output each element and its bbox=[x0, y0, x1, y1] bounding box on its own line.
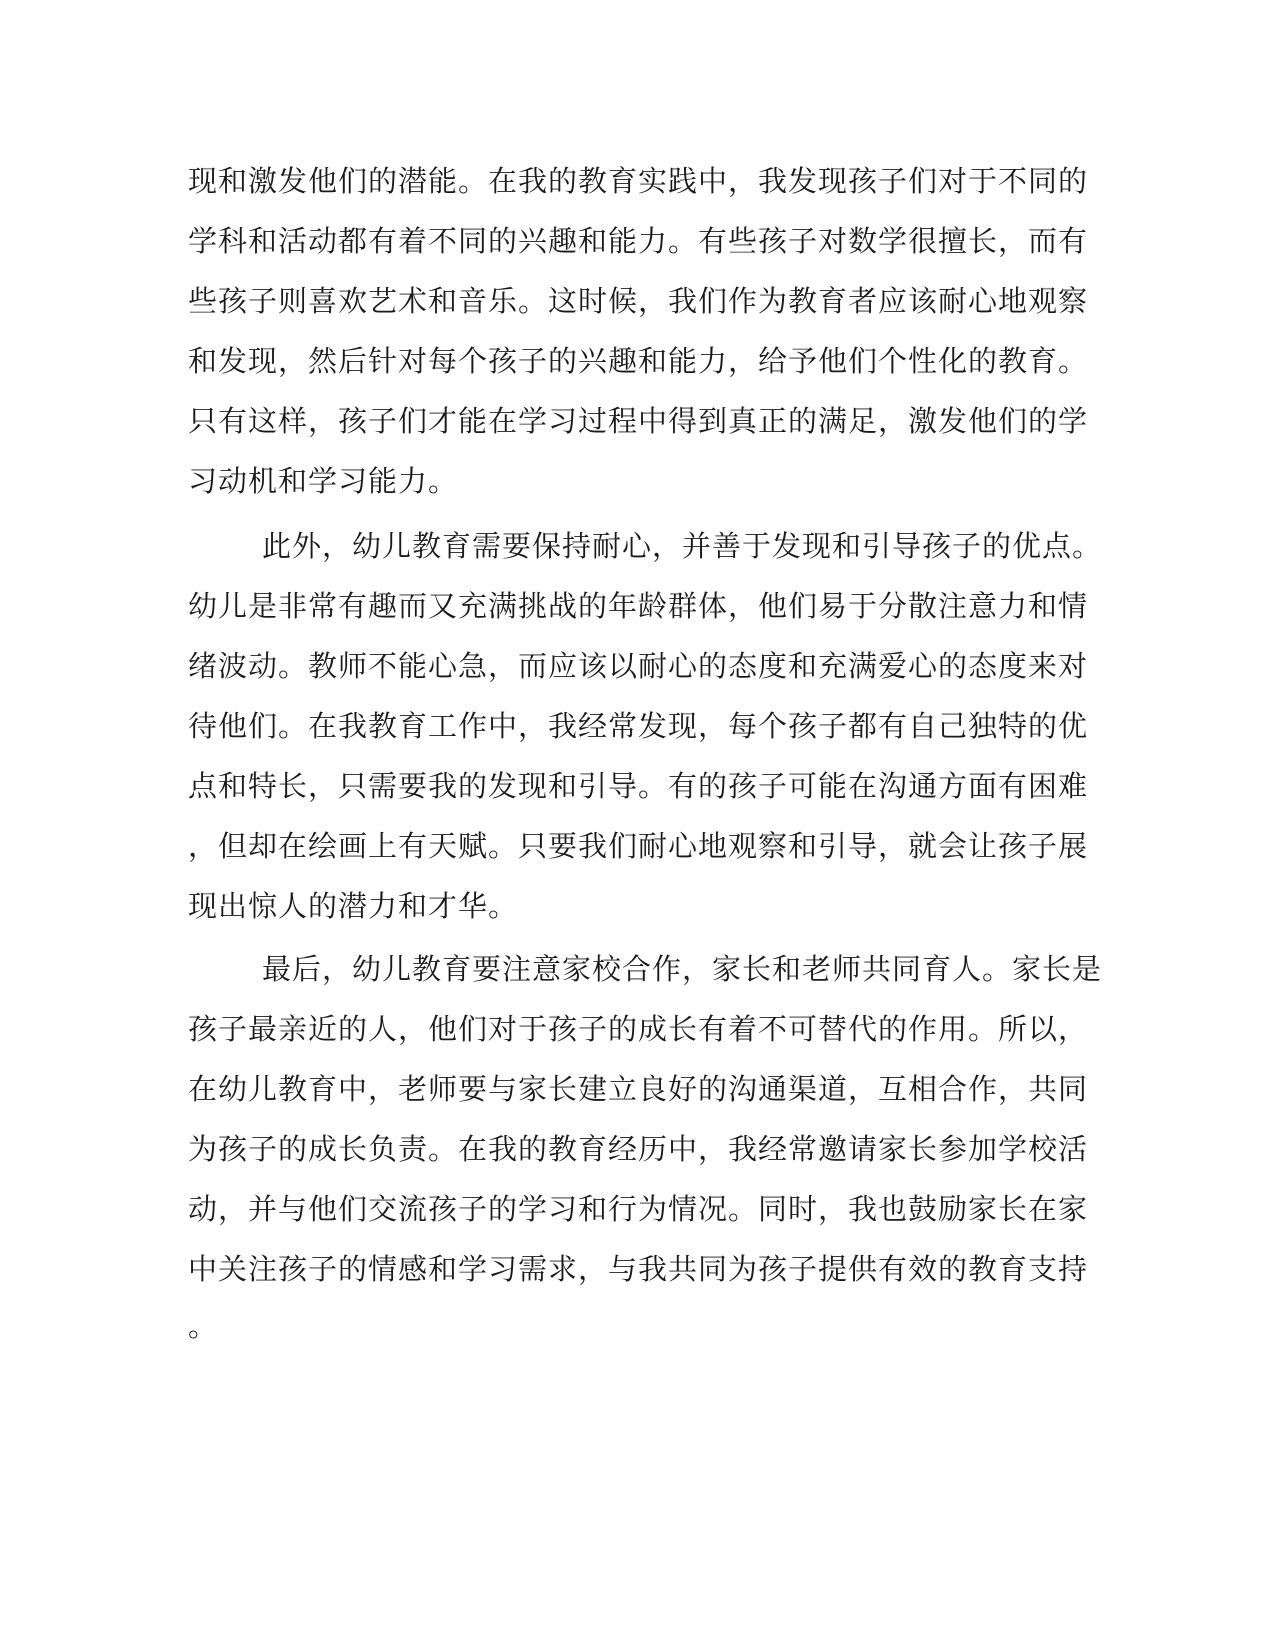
text-line: 为孩子的成长负责。在我的教育经历中，我经常邀请家长参加学校活 bbox=[188, 1132, 1089, 1166]
text-line: 些孩子则喜欢艺术和音乐。这时候，我们作为教育者应该耐心地观察 bbox=[188, 284, 1089, 318]
text-line: 幼儿是非常有趣而又充满挑战的年龄群体，他们易于分散注意力和情 bbox=[188, 589, 1089, 623]
text-line: 学科和活动都有着不同的兴趣和能力。有些孩子对数学很擅长，而有 bbox=[188, 224, 1089, 258]
text-line: 在幼儿教育中，老师要与家长建立良好的沟通渠道，互相合作，共同 bbox=[188, 1072, 1089, 1106]
text-line: 和发现，然后针对每个孩子的兴趣和能力，给予他们个性化的教育。 bbox=[188, 344, 1089, 378]
text-line: 现和激发他们的潜能。在我的教育实践中，我发现孩子们对于不同的 bbox=[188, 164, 1089, 198]
text-line: ，但却在绘画上有天赋。只要我们耐心地观察和引导，就会让孩子展 bbox=[188, 829, 1089, 863]
text-line: 动，并与他们交流孩子的学习和行为情况。同时，我也鼓励家长在家 bbox=[188, 1192, 1089, 1226]
text-line: 孩子最亲近的人，他们对于孩子的成长有着不可替代的作用。所以， bbox=[188, 1012, 1089, 1046]
paragraph-start-line: 最后，幼儿教育要注意家校合作，家长和老师共同育人。家长是 bbox=[262, 952, 1103, 986]
text-line: 现出惊人的潜力和才华。 bbox=[188, 889, 519, 923]
text-line: 点和特长，只需要我的发现和引导。有的孩子可能在沟通方面有困难 bbox=[188, 769, 1089, 803]
text-line: 只有这样，孩子们才能在学习过程中得到真正的满足，激发他们的学 bbox=[188, 404, 1089, 438]
text-line: 。 bbox=[188, 1309, 219, 1343]
text-line: 绪波动。教师不能心急，而应该以耐心的态度和充满爱心的态度来对 bbox=[188, 649, 1089, 683]
text-line: 待他们。在我教育工作中，我经常发现，每个孩子都有自己独特的优 bbox=[188, 709, 1089, 743]
text-line: 习动机和学习能力。 bbox=[188, 464, 459, 498]
paragraph-start-line: 此外，幼儿教育需要保持耐心，并善于发现和引导孩子的优点。 bbox=[262, 529, 1103, 563]
text-line: 中关注孩子的情感和学习需求，与我共同为孩子提供有效的教育支持 bbox=[188, 1252, 1089, 1286]
